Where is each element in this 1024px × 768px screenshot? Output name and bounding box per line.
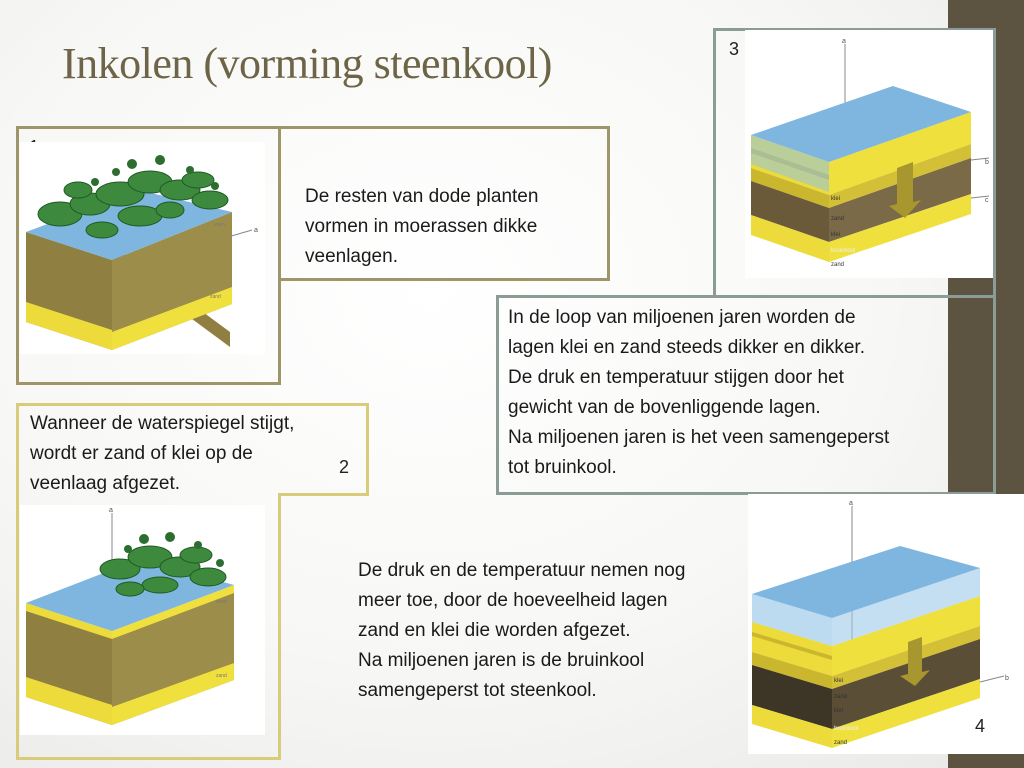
step4-description (358, 556, 685, 706)
text-line: tot bruinkool. (508, 457, 617, 478)
text-line: veenlagen. (305, 246, 398, 267)
label-klei: klei (834, 678, 844, 684)
label-zand-2: zand (834, 740, 848, 746)
label-klei: klei (831, 196, 841, 202)
text-line: zand en klei die worden afgezet. (358, 620, 631, 641)
label-bruinkool: bruinkool (834, 726, 859, 732)
text-line: De resten van dode planten (305, 186, 539, 207)
text-line: De druk en de temperatuur nemen nog (358, 560, 686, 581)
label-b: b (1005, 675, 1009, 682)
label-a: a (849, 500, 853, 507)
label-klei-2: klei (831, 232, 841, 238)
label-zand: zand (216, 673, 227, 679)
step1-block-diagram (20, 142, 265, 354)
label-a: a (109, 507, 113, 514)
label-zand: zand (834, 694, 848, 700)
step3-description (508, 303, 889, 483)
text-line: lagen klei en zand steeds dikker en dikker. (508, 337, 865, 358)
text-line: gewicht van de bovenliggende lagen. (508, 397, 821, 418)
step1-description (305, 182, 538, 272)
step4-block-diagram (748, 494, 1024, 754)
label-c: c (985, 197, 989, 204)
text-line: vormen in moerassen dikke (305, 216, 538, 237)
label-veen: veen (214, 222, 225, 228)
text-line: Wanneer de waterspiegel stijgt, (30, 413, 295, 434)
text-line: wordt er zand of klei op de (30, 443, 253, 464)
step3-number: 3 (729, 39, 740, 59)
text-line: In de loop van miljoenen jaren worden de (508, 307, 856, 328)
label-bruinkool: bruinkool (831, 248, 856, 254)
step3-frame-join (496, 295, 716, 298)
step3-block-diagram (745, 30, 993, 278)
step2-description (30, 409, 294, 499)
label-a: a (842, 38, 846, 45)
label-b: b (985, 159, 989, 166)
slide-title: Inkolen (vorming steenkool) (62, 39, 552, 88)
text-line: veenlaag afgezet. (30, 473, 181, 494)
text-line: De druk en temperatuur stijgen door het (508, 367, 844, 388)
label-veen: veen (216, 599, 227, 605)
text-line: Na miljoenen jaren is het veen samengeperst (508, 427, 890, 448)
step4-number: 4 (975, 716, 986, 736)
label-klei-2: klei (834, 708, 844, 714)
step2-block-diagram (20, 505, 265, 735)
step2-number: 2 (339, 457, 350, 477)
label-zand: zand (210, 294, 221, 300)
text-line: samengeperst tot steenkool. (358, 680, 597, 701)
label-zand-2: zand (831, 262, 845, 268)
label-a: a (254, 227, 258, 234)
text-line: Na miljoenen jaren is de bruinkool (358, 650, 645, 671)
text-line: meer toe, door de hoeveelheid lagen (358, 590, 668, 611)
label-zand: zand (831, 216, 845, 222)
